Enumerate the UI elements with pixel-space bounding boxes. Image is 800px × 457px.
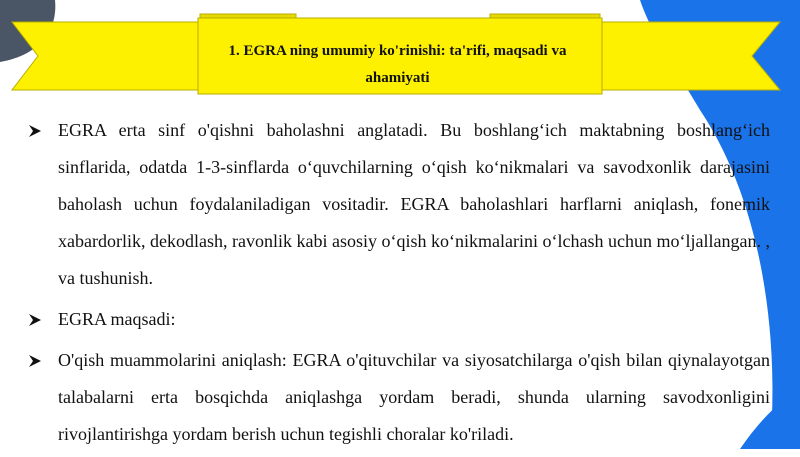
slide-title: 1. EGRA ning umumiy ko'rinishi: ta'rifi, maqsadi va ahamiyati — [228, 43, 567, 86]
list-item-text: O'qish muammolarini aniqlash: EGRA o'qituvchilar va siyosatchilarga o'qish bilan qiynalayotgan talabalarni erta bosqichda aniqlashga yordam beradi, shunda ularning savodxonligini rivojlantirishga yordam berish uchun tegishli choralar ko'riladi. — [58, 350, 770, 444]
list-item-text: EGRA maqsadi: — [58, 309, 176, 329]
list-item — [28, 112, 770, 297]
list-item — [28, 301, 770, 338]
arrow-bullet-icon — [28, 112, 58, 149]
list-item-text: EGRA erta sinf o'qishni baholashni anglatadi. Bu boshlang‘ich maktabning boshlang‘ich sinflarida, odatda 1-3-sinflarda o‘quvchilarning o‘qish ko‘nikmalari va savodxonlik darajasini baholash uchun foydalaniladigan vositadir. EGRA baholashlari harflarni aniqlash, fonemik xabardorlik, dekodlash, ravonlik kabi asosiy o‘qish ko‘nikmalarini o‘lchash uchun mo‘ljallangan. , va tushunish. — [58, 120, 770, 288]
arrow-bullet-icon — [28, 301, 58, 338]
list-item — [28, 342, 770, 453]
slide-content — [28, 112, 770, 457]
arrow-bullet-icon — [28, 342, 58, 379]
